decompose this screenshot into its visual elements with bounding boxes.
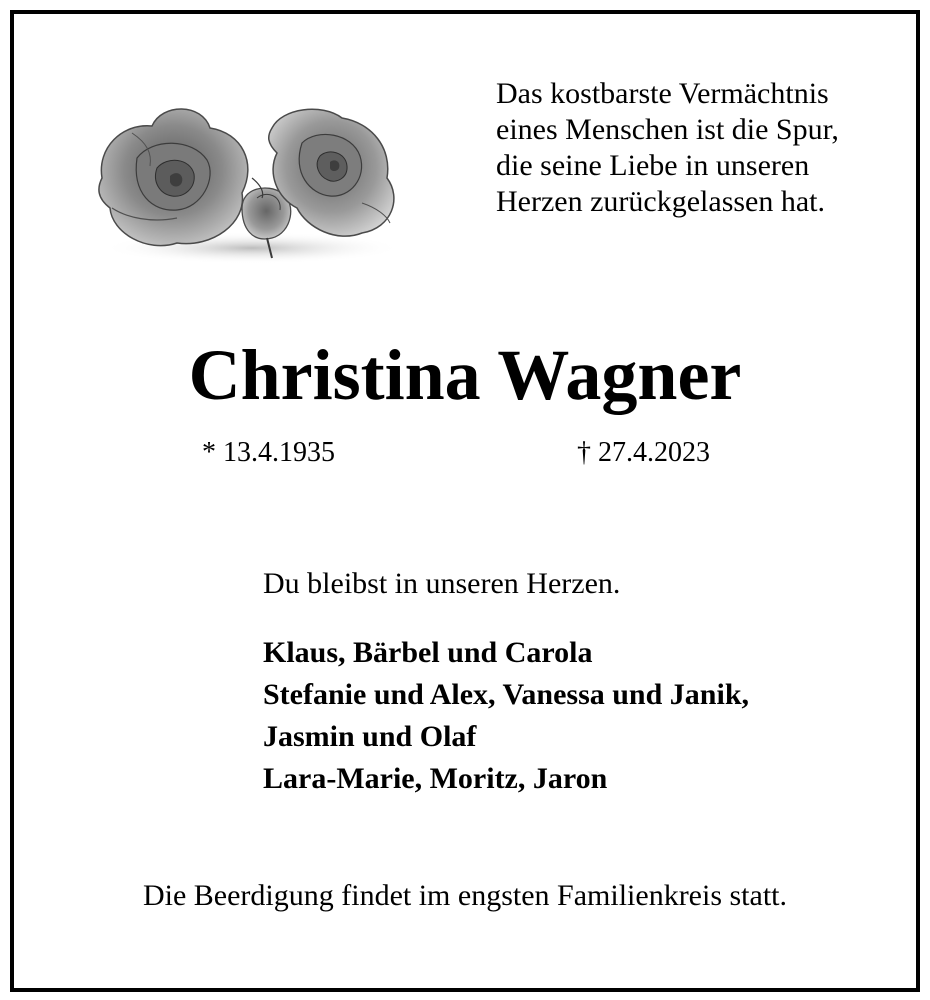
death-date: † 27.4.2023 bbox=[577, 437, 710, 468]
mourner-line: Stefanie und Alex, Vanessa und Janik, bbox=[263, 678, 750, 711]
memorial-quote bbox=[496, 76, 839, 220]
roses-illustration bbox=[92, 98, 410, 266]
mourner-line: Lara-Marie, Moritz, Jaron bbox=[263, 762, 608, 795]
quote-line: Das kostbarste Vermächtnis bbox=[496, 77, 829, 110]
quote-line: eines Menschen ist die Spur, bbox=[496, 113, 839, 146]
mourners-list bbox=[263, 632, 749, 800]
quote-line: Herzen zurückgelassen hat. bbox=[496, 185, 826, 218]
mourner-line: Klaus, Bärbel und Carola bbox=[263, 636, 593, 669]
quote-line: die seine Liebe in unseren bbox=[496, 149, 810, 182]
left-rose bbox=[99, 109, 248, 246]
mourner-line: Jasmin und Olaf bbox=[263, 720, 477, 753]
funeral-note: Die Beerdigung findet im engsten Familienkreis statt. bbox=[142, 879, 788, 912]
birth-date: * 13.4.1935 bbox=[202, 437, 335, 468]
farewell-message: Du bleibst in unseren Herzen. bbox=[263, 567, 621, 600]
deceased-name: Christina Wagner bbox=[188, 335, 742, 415]
